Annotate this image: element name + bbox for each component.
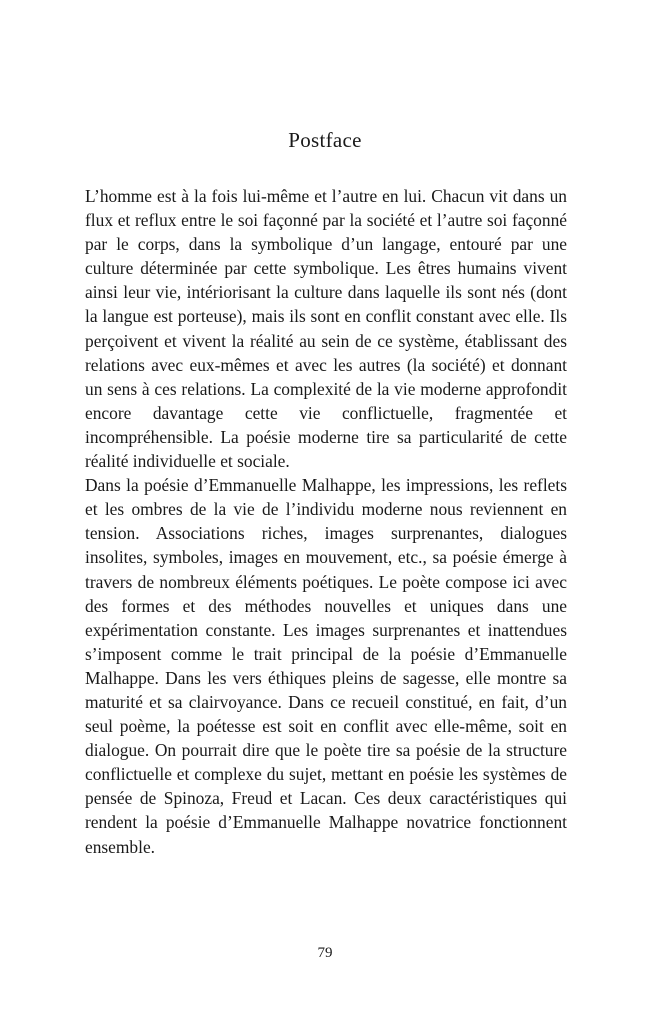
page-title: Postface [288, 128, 362, 152]
page-number: 79 [317, 945, 333, 961]
paragraph-2: Dans la poésie d’Emmanuelle Malhappe, les impressions, les reflets et les ombres de la vie de l’individu moderne nous reviennent en tension. Associations riches, images surprenantes, dialogues insolites, symboles, images en mouvement, etc., sa poésie émerge à travers de nombreux éléments poétiques. Le poète compose ici avec des formes et des méthodes nouvelles et uniques dans une expérimentation constante. Les images surprenantes et inattendues s’imposent comme le trait principal de la poésie d’Emmanuelle Malhappe. Dans les vers éthiques pleins de sagesse, elle montre sa maturité et sa clairvoyance. Dans ce recueil constitué, en fait, d’un seul poème, la poétesse est soit en conflit avec elle-même, soit en dialogue. On pourrait dire que le poète tire sa poésie de la structure conflictuelle et complexe du sujet, mettant en poésie les systèmes de pensée de Spinoza, Freud et Lacan. Ces deux caractéristiques qui rendent la poésie d’Emmanuelle Malhappe novatrice fonctionnent ensemble. [85, 475, 567, 857]
body-text [85, 184, 567, 859]
paragraph-1: L’homme est à la fois lui-même et l’autre en lui. Chacun vit dans un flux et reflux entre le soi façonné par la société et l’autre soi façonné par le corps, dans la symbolique d’un langage, entouré par une culture déterminée par cette symbolique. Les êtres humains vivent ainsi leur vie, intériorisant la culture dans laquelle ils sont nés (dont la langue est porteuse), mais ils sont en conflit constant avec elle. Ils perçoivent et vivent la réalité au sein de ce système, établissant des relations avec eux-mêmes et avec les autres (la société) et donnant un sens à ces relations. La complexité de la vie moderne approfondit encore davantage cette vie conflictuelle, fragmentée et incompréhensible. La poésie moderne tire sa particularité de cette réalité individuelle et sociale. [85, 186, 567, 472]
